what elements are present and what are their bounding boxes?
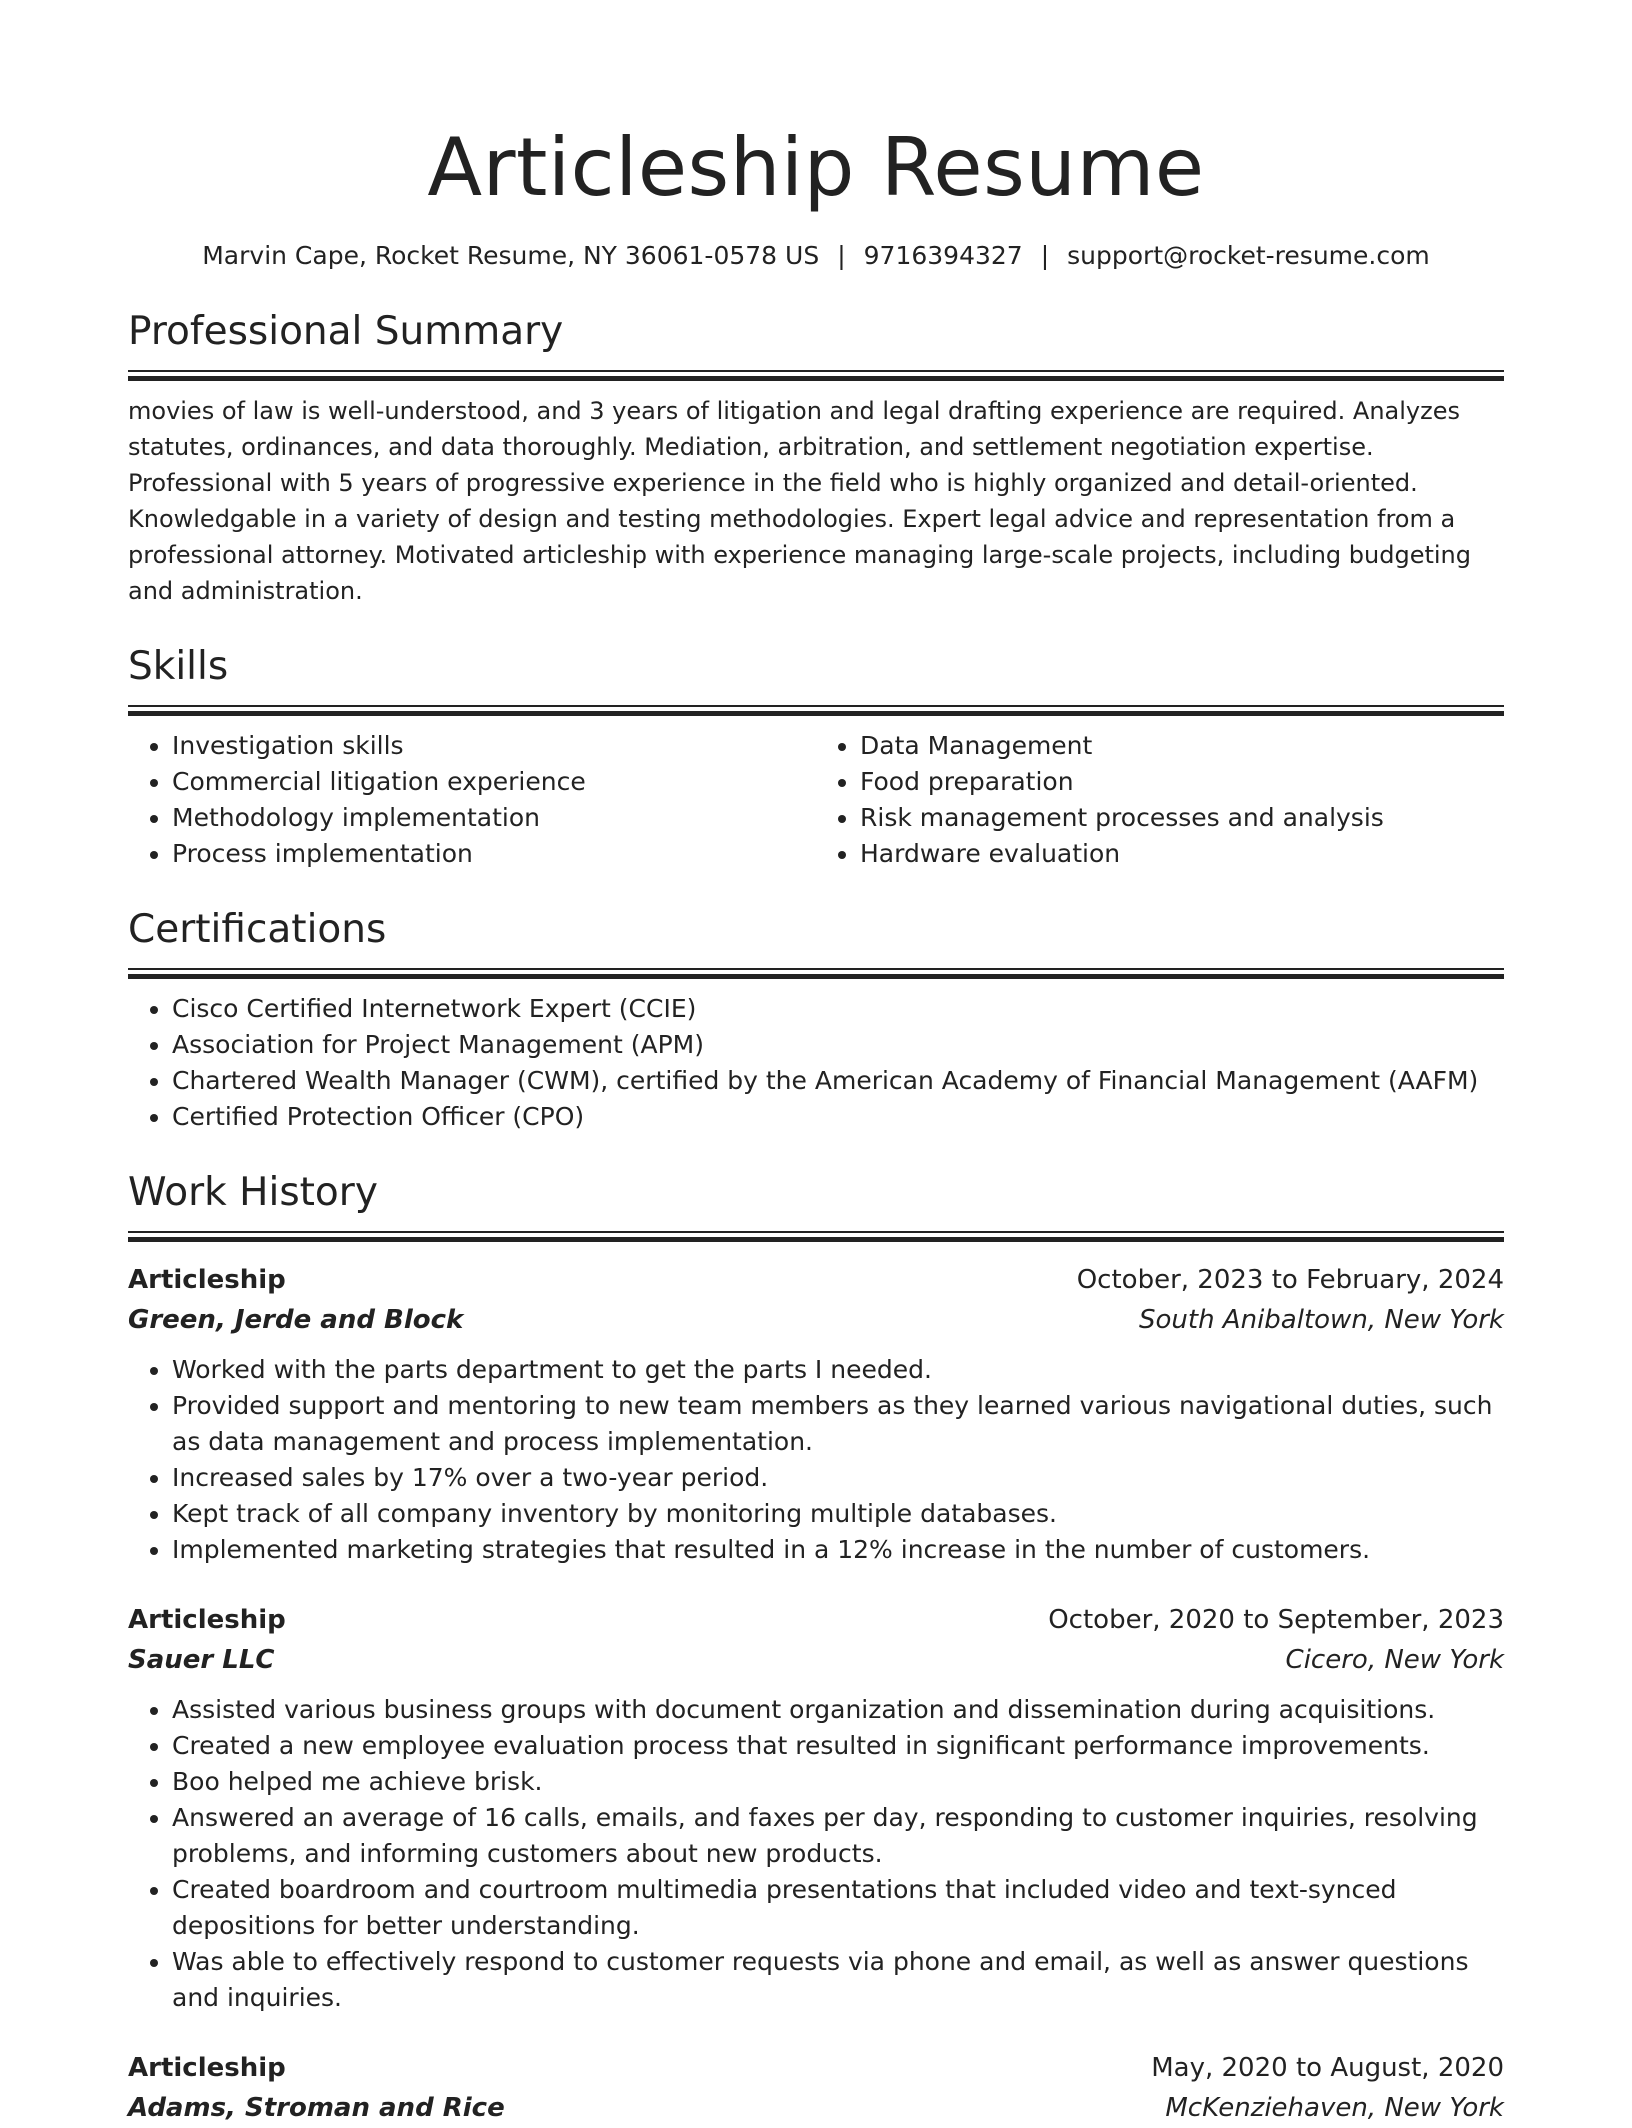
job-dates: October, 2023 to February, 2024 <box>1076 1265 1504 1295</box>
job-header-row <box>128 1260 1504 1300</box>
certification-item: • Chartered Wealth Manager (CWM), certified by the American Academy of Financial Management (AAFM) <box>172 1063 1504 1099</box>
job-header-row <box>128 2048 1504 2088</box>
job-company-row <box>128 2088 1504 2128</box>
certification-item: • Certified Protection Officer (CPO) <box>172 1099 1504 1135</box>
job-location: Cicero, New York <box>1285 1645 1504 1675</box>
job-duty-item: • Boo helped me achieve brisk. <box>172 1764 1504 1800</box>
job-duty-item: • Created boardroom and courtroom multimedia presentations that included video and text-synced depositions for better understanding. <box>172 1872 1504 1944</box>
contact-separator: | <box>837 241 846 270</box>
contact-phone: 9716394327 <box>863 241 1023 270</box>
job-duty-item: • Created a new employee evaluation process that resulted in significant performance improvements. <box>172 1728 1504 1764</box>
job-entry <box>128 1600 1504 2016</box>
summary-text: movies of law is well-understood, and 3 years of litigation and legal drafting experience are required. Analyzes statutes, ordinances, and data thoroughly. Mediation, arbitration, and settlement negotiation expertise. Professional with 5 years of progressive experience in the field who is highly organized and detail-oriented. Knowledgable in a variety of design and testing methodologies. Expert legal advice and representation from a professional attorney. Motivated articleship with experience managing large-scale projects, including budgeting and administration. <box>128 397 1471 605</box>
job-entry <box>128 2048 1504 2128</box>
contact-line <box>128 238 1504 274</box>
job-company-row <box>128 1640 1504 1680</box>
skill-item: • Investigation skills <box>172 728 816 764</box>
contact-separator: | <box>1040 241 1050 270</box>
contact-address: Marvin Cape, Rocket Resume, NY 36061-0578 US <box>202 241 820 270</box>
skill-item: • Hardware evaluation <box>860 836 1504 872</box>
section-divider <box>128 370 1504 381</box>
job-dates: May, 2020 to August, 2020 <box>1151 2053 1504 2083</box>
job-duty-item: • Worked with the parts department to get the parts I needed. <box>172 1352 1504 1388</box>
job-company-row <box>128 1300 1504 1340</box>
skills-heading: Skills <box>128 644 229 689</box>
job-duty-item: • Increased sales by 17% over a two-year period. <box>172 1460 1504 1496</box>
certifications-list <box>128 991 1504 1135</box>
job-company: Sauer LLC <box>128 1645 275 1675</box>
summary-heading: Professional Summary <box>128 309 564 354</box>
job-company: Adams, Stroman and Rice <box>128 2093 505 2123</box>
job-title: Articleship <box>128 1265 286 1295</box>
work-history-heading: Work History <box>128 1170 378 1215</box>
job-dates: October, 2020 to September, 2023 <box>1048 1605 1504 1635</box>
section-divider <box>128 968 1504 979</box>
contact-email: support@rocket-resume.com <box>1067 241 1430 270</box>
skills-list-left <box>128 728 816 872</box>
job-duty-item: • Assisted various business groups with document organization and dissemination during acquisitions. <box>172 1692 1504 1728</box>
job-location: South Anibaltown, New York <box>1138 1305 1504 1335</box>
job-duties-list <box>128 1352 1504 1568</box>
skills-list-right <box>816 728 1504 872</box>
job-title: Articleship <box>128 2053 286 2083</box>
skill-item: • Risk management processes and analysis <box>860 800 1504 836</box>
job-header-row <box>128 1600 1504 1640</box>
job-duty-item: • Implemented marketing strategies that resulted in a 12% increase in the number of customers. <box>172 1532 1504 1568</box>
job-title: Articleship <box>128 1605 286 1635</box>
skill-item: • Commercial litigation experience <box>172 764 816 800</box>
job-location: McKenziehaven, New York <box>1165 2093 1504 2123</box>
job-duty-item: • Answered an average of 16 calls, emails, and faxes per day, responding to customer inquiries, resolving problems, and informing customers about new products. <box>172 1800 1504 1872</box>
job-duty-item: • Provided support and mentoring to new team members as they learned various navigational duties, such as data management and process implementation. <box>172 1388 1504 1460</box>
certification-item: • Association for Project Management (APM) <box>172 1027 1504 1063</box>
skill-item: • Food preparation <box>860 764 1504 800</box>
section-divider <box>128 1231 1504 1242</box>
section-divider <box>128 705 1504 716</box>
certifications-heading: Certifications <box>128 907 387 952</box>
job-company: Green, Jerde and Block <box>128 1305 464 1335</box>
certification-item: • Cisco Certified Internetwork Expert (CCIE) <box>172 991 1504 1027</box>
job-duty-item: • Was able to effectively respond to customer requests via phone and email, as well as answer questions and inquiries. <box>172 1944 1504 2016</box>
resume-title: Articleship Resume <box>427 121 1205 214</box>
skills-grid <box>128 728 1504 872</box>
skill-item: • Methodology implementation <box>172 800 816 836</box>
job-entry <box>128 1260 1504 1568</box>
job-duties-list <box>128 1692 1504 2016</box>
skill-item: • Data Management <box>860 728 1504 764</box>
job-duty-item: • Kept track of all company inventory by monitoring multiple databases. <box>172 1496 1504 1532</box>
skill-item: • Process implementation <box>172 836 816 872</box>
